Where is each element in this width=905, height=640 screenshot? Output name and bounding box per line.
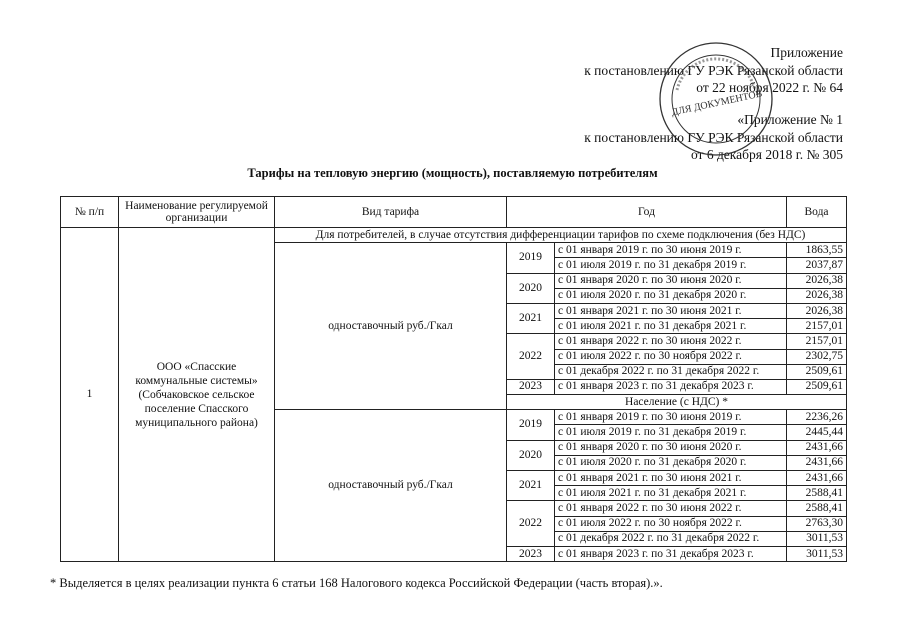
value-cell: 2157,01 [787,334,847,349]
table-header-row [61,197,847,228]
stamp-text: ДЛЯ ДОКУМЕНТОВ [670,88,764,119]
page-title: Тарифы на тепловую энергию (мощность), поставляемую потребителям [247,166,658,180]
annex-prev-line: от 6 декабря 2018 г. № 305 [690,147,843,162]
section-title: Население (с НДС) * [507,395,847,410]
value-cell: 2037,87 [787,258,847,273]
year-cell: 2022 [507,501,555,547]
value-cell: 2157,01 [787,319,847,334]
period-cell: с 01 июля 2019 г. по 31 декабря 2019 г. [555,425,787,440]
organization-name: ООО «Спасские коммунальные системы» (Собчаковское сельское поселение Спасского муниципального района) [119,228,275,562]
period-cell: с 01 июля 2019 г. по 31 декабря 2019 г. [555,258,787,273]
value-cell: 1863,55 [787,243,847,258]
annex-line: к постановлению ГУ РЭК Рязанской области [584,62,843,78]
value-cell: 2509,61 [787,364,847,379]
period-cell: с 01 июля 2022 г. по 30 ноября 2022 г. [555,516,787,531]
period-cell: с 01 января 2022 г. по 30 июня 2022 г. [555,334,787,349]
table-row [61,228,847,243]
year-cell: 2023 [507,379,555,394]
annex-prev-line: «Приложение № 1 [737,112,843,127]
year-cell: 2023 [507,546,555,561]
footnote: * Выделяется в целях реализации пункта 6 статьи 168 Налогового кодекса Российской Федерации (часть вторая).». [50,576,663,590]
value-cell: 3011,53 [787,546,847,561]
value-cell: 2763,30 [787,516,847,531]
period-cell: с 01 июля 2020 г. по 31 декабря 2020 г. [555,455,787,470]
period-cell: с 01 июля 2021 г. по 31 декабря 2021 г. [555,319,787,334]
period-cell: с 01 января 2021 г. по 30 июня 2021 г. [555,471,787,486]
period-cell: с 01 января 2019 г. по 30 июня 2019 г. [555,243,787,258]
year-cell: 2020 [507,273,555,303]
col-header-organization: Наименование регулируемой организации [119,197,275,228]
period-cell: с 01 июля 2020 г. по 31 декабря 2020 г. [555,288,787,303]
value-cell: 2588,41 [787,486,847,501]
year-cell: 2020 [507,440,555,470]
annex-prev-line: к постановлению ГУ РЭК Рязанской области [584,129,843,145]
period-cell: с 01 января 2019 г. по 30 июня 2019 г. [555,410,787,425]
col-header-number: № п/п [61,197,119,228]
period-cell: с 01 декабря 2022 г. по 31 декабря 2022 г. [555,364,787,379]
value-cell: 2431,66 [787,471,847,486]
period-cell: с 01 января 2020 г. по 30 июня 2020 г. [555,440,787,455]
row-number: 1 [61,228,119,562]
value-cell: 2445,44 [787,425,847,440]
col-header-tariff-type: Вид тарифа [275,197,507,228]
value-cell: 2236,26 [787,410,847,425]
value-cell: 2431,66 [787,455,847,470]
year-cell: 2022 [507,334,555,380]
period-cell: с 01 июля 2021 г. по 31 декабря 2021 г. [555,486,787,501]
tariff-table [60,196,847,562]
year-cell: 2021 [507,471,555,501]
value-cell: 2026,38 [787,273,847,288]
value-cell: 2026,38 [787,288,847,303]
tariff-type: одноставочный руб./Гкал [275,243,507,410]
official-stamp [657,40,775,158]
annex-line: от 22 ноября 2022 г. № 64 [696,80,843,95]
period-cell: с 01 января 2020 г. по 30 июня 2020 г. [555,273,787,288]
period-cell: с 01 июля 2022 г. по 30 ноября 2022 г. [555,349,787,364]
period-cell: с 01 января 2023 г. по 31 декабря 2023 г. [555,546,787,561]
value-cell: 3011,53 [787,531,847,546]
value-cell: 2302,75 [787,349,847,364]
tariff-type: одноставочный руб./Гкал [275,410,507,562]
value-cell: 2588,41 [787,501,847,516]
period-cell: с 01 декабря 2022 г. по 31 декабря 2022 г. [555,531,787,546]
section-title: Для потребителей, в случае отсутствия дифференциации тарифов по схеме подключения (без НДС) [275,228,847,243]
period-cell: с 01 января 2022 г. по 30 июня 2022 г. [555,501,787,516]
value-cell: 2431,66 [787,440,847,455]
period-cell: с 01 января 2023 г. по 31 декабря 2023 г. [555,379,787,394]
value-cell: 2026,38 [787,303,847,318]
value-cell: 2509,61 [787,379,847,394]
year-cell: 2019 [507,243,555,273]
col-header-year: Год [507,197,787,228]
period-cell: с 01 января 2021 г. по 30 июня 2021 г. [555,303,787,318]
year-cell: 2019 [507,410,555,440]
annex-line: Приложение [770,45,843,60]
year-cell: 2021 [507,303,555,333]
col-header-water: Вода [787,197,847,228]
